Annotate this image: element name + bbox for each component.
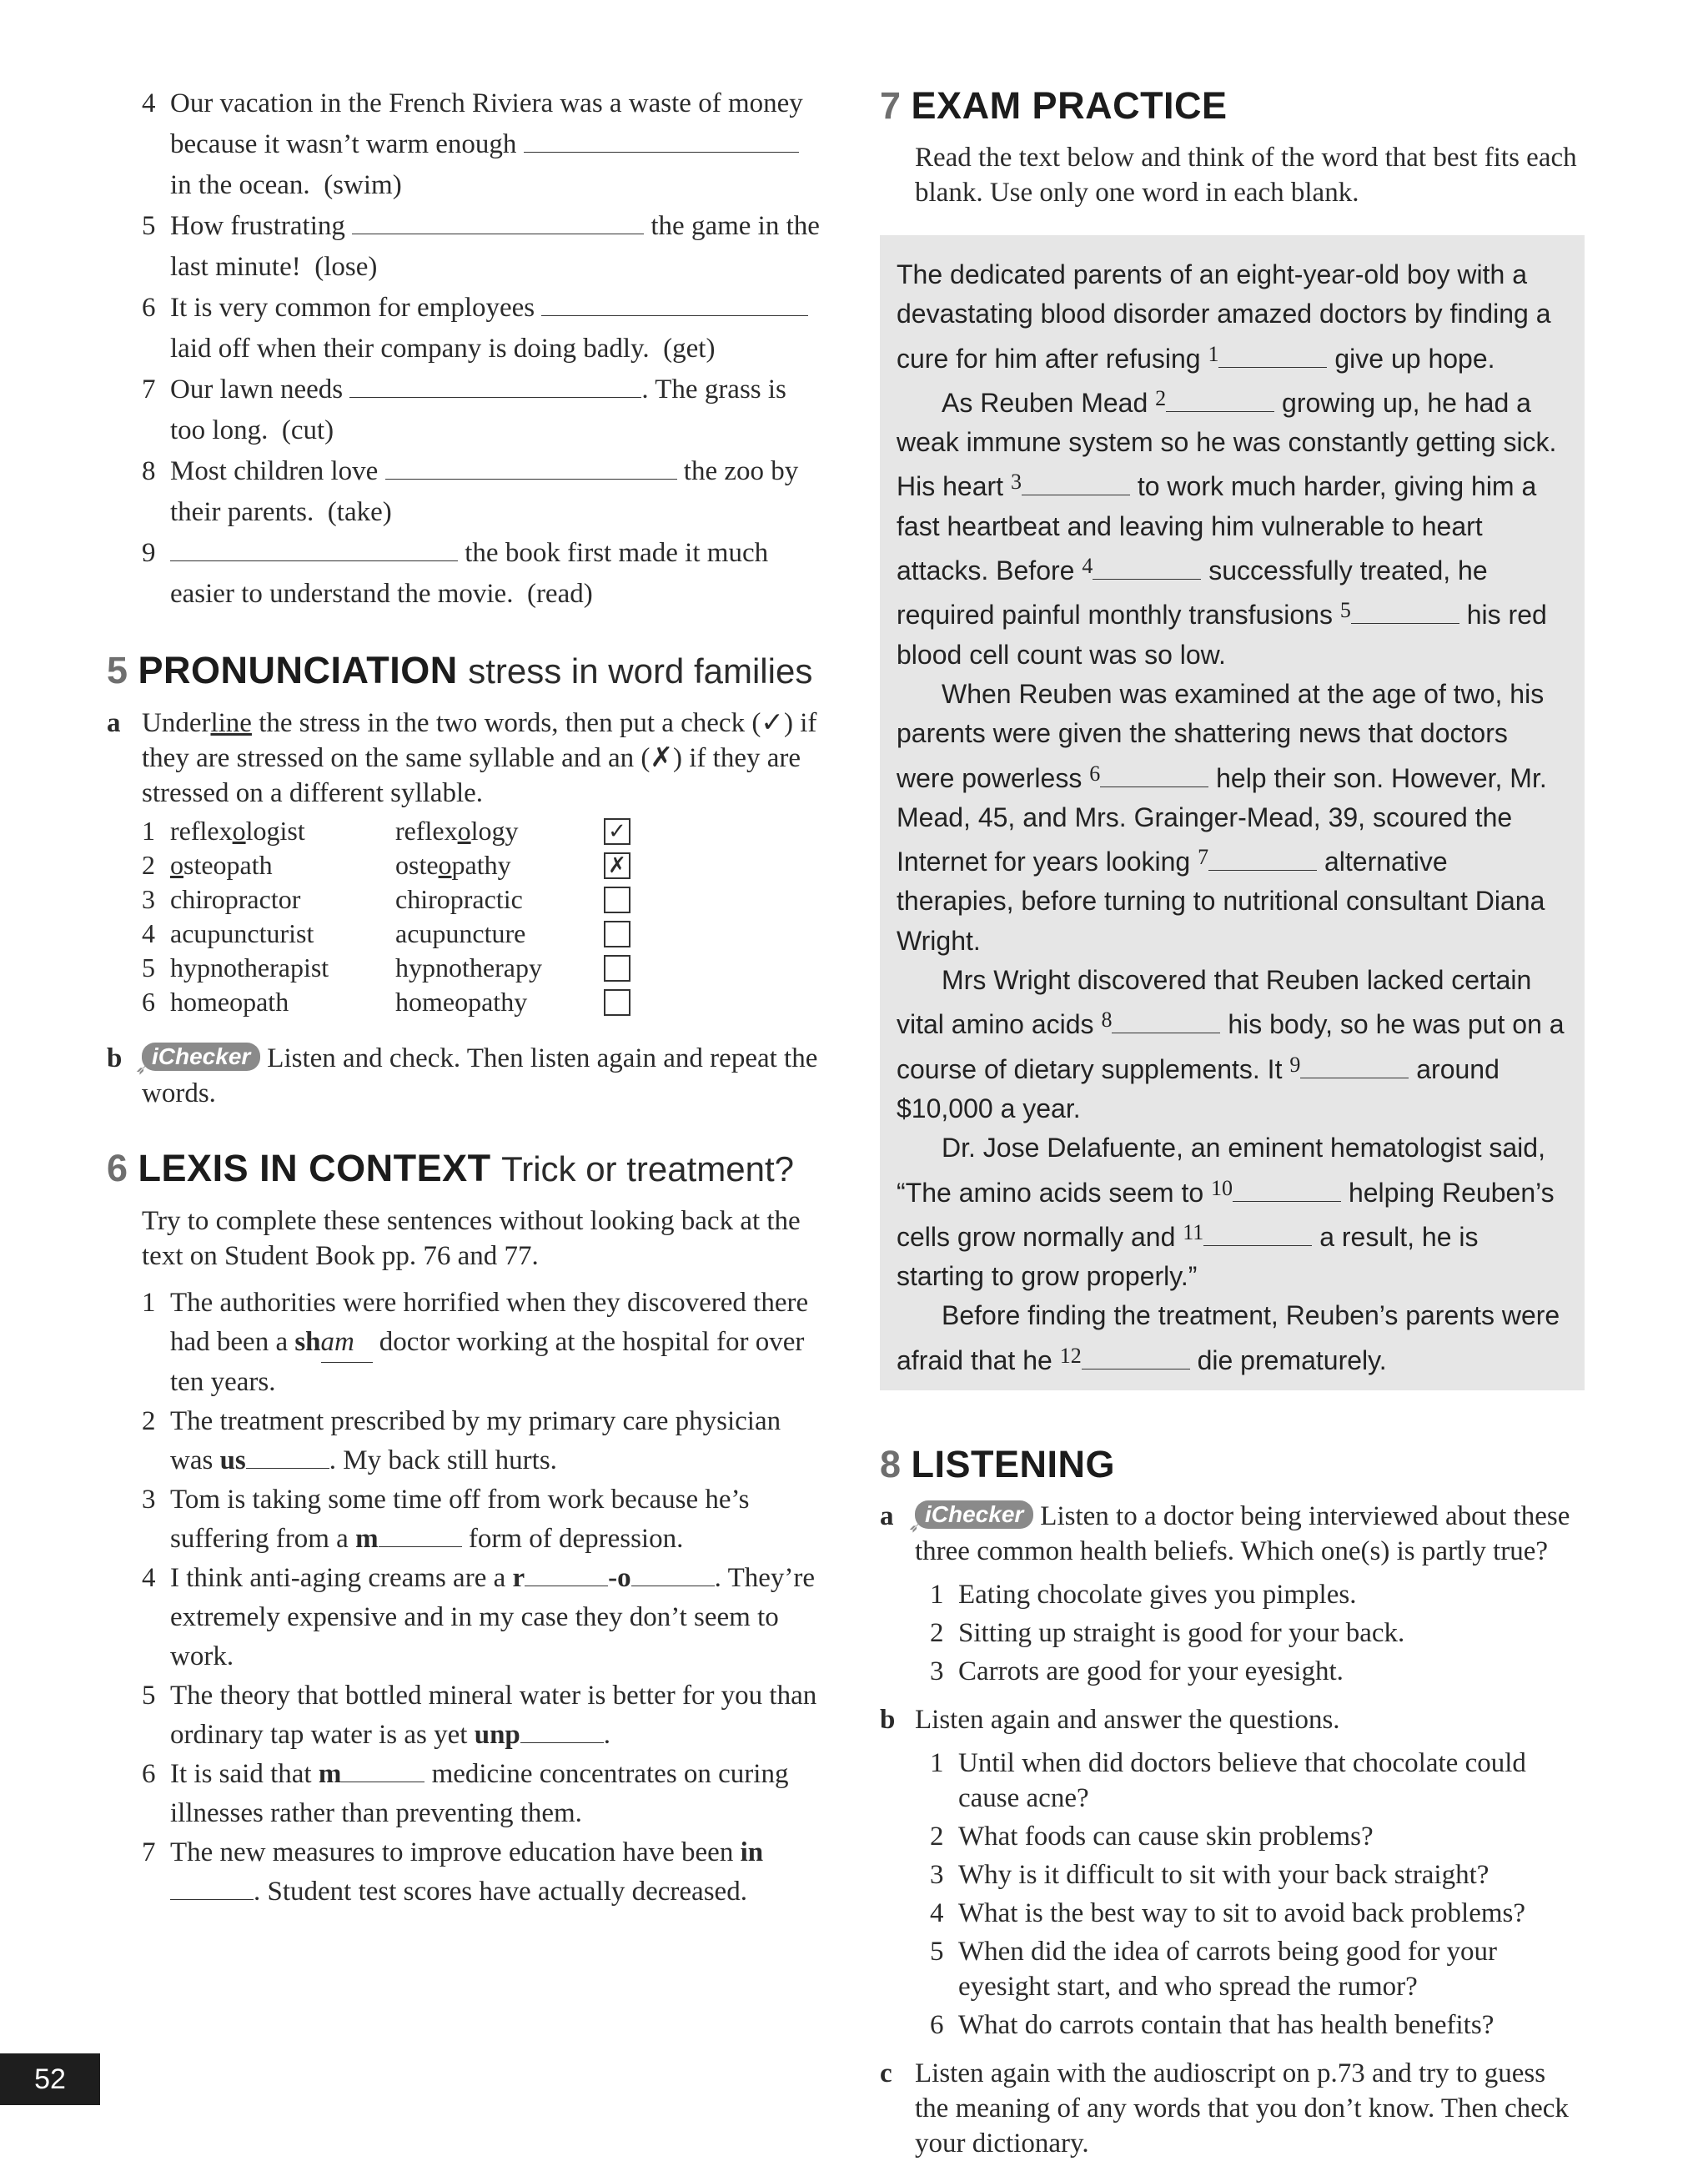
table-row: 6 homeopath homeopathy (142, 985, 824, 1019)
cursor-icon: ➶ (135, 1058, 151, 1078)
check-box[interactable]: ✗ (604, 852, 630, 879)
list-item: 4 What is the best way to sit to avoid back problems? (930, 1898, 1526, 1929)
table-row: 3 chiropractor chiropractic (142, 882, 824, 917)
section-exam-practice (880, 83, 1585, 1390)
check-box[interactable] (604, 887, 630, 913)
list-item: 4 I think anti-aging creams are a r -o . They’re extremely expensive and in my case they don’t seem to work. (142, 1563, 815, 1671)
instruction-a: a iChecker ➶ Listen to a doctor being interviewed about these three common health beliefs. Which one(s) is partly true? (880, 1501, 1570, 1567)
check-box[interactable] (604, 921, 630, 947)
answer-blank[interactable] (1166, 393, 1274, 412)
answer-blank[interactable] (631, 1564, 715, 1586)
list-item: 1 Until when did doctors believe that chocolate could cause acne? (930, 1748, 1526, 1814)
instruction-b: b iChecker ➶ Listen and check. Then listen again and repeat the words. (107, 1043, 818, 1108)
answer-blank[interactable] (1100, 768, 1208, 787)
answer-blank[interactable] (520, 1721, 604, 1743)
belief-list (930, 1576, 1585, 1691)
question-list (930, 1746, 1585, 2043)
answer-blank[interactable] (524, 130, 799, 153)
section-pronunciation (107, 648, 824, 1111)
section-heading: 7 EXAM PRACTICE (880, 84, 1228, 127)
answer-blank[interactable] (385, 457, 677, 480)
answer-blank[interactable] (1203, 1227, 1312, 1246)
list-item: 7 Our lawn needs . The grass is too long. (cut) (142, 374, 786, 445)
exam-text-box (880, 235, 1585, 1390)
section-listening (880, 1442, 1585, 2161)
pronunciation-table (142, 814, 824, 1019)
instruction-b: b Listen again and answer the questions. (880, 1705, 1340, 1736)
cursor-icon: ➶ (908, 1515, 924, 1537)
list-item: 2 What foods can cause skin problems? (930, 1822, 1374, 1852)
section-heading: 6 LEXIS IN CONTEXT Trick or treatment? (107, 1147, 794, 1189)
answer-blank[interactable] (525, 1564, 608, 1586)
list-item: 5 When did the idea of carrots being good for your eyesight start, and who spread the rumor? (930, 1937, 1498, 2003)
list-item: 1 Eating chocolate gives you pimples. (930, 1580, 1357, 1611)
answer-blank[interactable] (1022, 476, 1130, 495)
list-item: 2 The treatment prescribed by my primary care physician was us . My back still hurts. (142, 1406, 781, 1475)
right-column (880, 83, 1585, 2161)
list-item: 6 What do carrots contain that has health benefits? (930, 2010, 1494, 2041)
exercise-items-continued (142, 83, 824, 615)
answer-blank[interactable] (246, 1446, 329, 1469)
paragraph: Mrs Wright discovered that Reuben lacked certain vital amino acids $^8$ his body, so he was put on a course of dietary supplements. It $^9$ around $10,000 a year. (897, 965, 1565, 1123)
answer-blank[interactable] (1093, 560, 1201, 580)
list-item: 3 Tom is taking some time off from work because he’s suffering from a m form of depression. (142, 1485, 750, 1554)
paragraph: Dr. Jose Delafuente, an eminent hematologist said, “The amino acids seem to $^{10}$ helping Reuben’s cells grow normally and $^{11}$ a result, he is starting to grow properly.” (897, 1133, 1555, 1292)
table-row: 2 osteopath osteopathy ✗ (142, 848, 824, 882)
answer-blank[interactable] (1208, 852, 1317, 871)
answer-blank[interactable] (170, 1877, 254, 1900)
check-box[interactable] (604, 955, 630, 982)
list-item: 6 It is said that m medicine concentrates on curing illnesses rather than preventing them. (142, 1759, 789, 1828)
answer-blank[interactable] (1300, 1059, 1409, 1078)
list-item: 5 How frustrating the game in the last minute! (lose) (142, 211, 820, 282)
instruction-c: c Listen again with the audioscript on p.73 and try to guess the meaning of any words that you don’t know. Then check your dictionary. (880, 2058, 1569, 2159)
section-heading: 8 LISTENING (880, 1443, 1116, 1486)
section-lexis (107, 1146, 824, 1912)
ichecker-badge[interactable]: iChecker ➶ (142, 1043, 260, 1071)
answer-blank[interactable] (170, 539, 458, 561)
lexis-items (142, 1284, 824, 1912)
page-number: 52 (0, 2053, 100, 2105)
paragraph: The dedicated parents of an eight-year-old boy with a devastating blood disorder amazed doctors by finding a cure for him after refusing $^1$ give up hope. (897, 259, 1551, 374)
list-item: 1 The authorities were horrified when they discovered there had been a sham doctor working at the hospital for over ten years. (142, 1288, 809, 1397)
paragraph: As Reuben Mead $^2$ growing up, he had a weak immune system so he was constantly getting sick. His heart $^3$ to work much harder, giving him a fast heartbeat and leaving him vulnerable to heart attacks. Before $^4$ successfully treated, he required painful monthly transfusions $^5$ his red blood cell count was so low. (897, 385, 1557, 670)
instruction-a: a Underline the stress in the two words, then put a check (✓) if they are stressed on the same syllable and an (✗) if they are stressed on a different syllable. (107, 708, 817, 808)
list-item: 4 Our vacation in the French Riviera was a waste of money because it wasn’t warm enough in the ocean. (swim) (142, 88, 803, 200)
paragraph: Before finding the treatment, Reuben’s parents were afraid that he $^{12}$ die prematurely. (897, 1300, 1560, 1375)
answer-blank[interactable] (352, 212, 644, 234)
check-box[interactable]: ✓ (604, 818, 630, 845)
ichecker-badge[interactable]: iChecker ➶ (915, 1500, 1033, 1529)
list-item: 3 Why is it difficult to sit with your back straight? (930, 1860, 1489, 1891)
left-column (107, 83, 824, 1912)
list-item: 5 The theory that bottled mineral water is better for you than ordinary tap water is as yet unp . (142, 1681, 817, 1750)
table-row: 5 hypnotherapist hypnotherapy (142, 951, 824, 985)
section-intro: Try to complete these sentences without looking back at the text on Student Book pp. 76 and 77. (142, 1206, 801, 1271)
answer-blank[interactable] (1082, 1350, 1190, 1369)
table-row: 4 acupuncturist acupuncture (142, 917, 824, 951)
answer-blank[interactable] (379, 1525, 462, 1547)
answer-blank[interactable] (1351, 605, 1459, 624)
list-item: 7 The new measures to improve education have been in. Student test scores have actually decreased. (142, 1837, 764, 1907)
answer-blank[interactable] (1233, 1183, 1341, 1202)
table-row: 1 reflexologist reflexology ✓ (142, 814, 824, 848)
paragraph: When Reuben was examined at the age of two, his parents were given the shattering news that doctors were powerless $^6$ help their son. However, Mr. Mead, 45, and Mrs. Grainger-Mead, 39, scoured the Internet for years looking $^7$ alternative therapies, before turning to nutritional consultant Diana Wright. (897, 678, 1547, 956)
list-item: 2 Sitting up straight is good for your back. (930, 1618, 1405, 1649)
answer-blank[interactable] (1218, 349, 1327, 368)
answer-blank[interactable] (541, 294, 808, 316)
list-item: 9 the book first made it much easier to understand the movie. (read) (142, 538, 769, 609)
answer-blank[interactable]: am (321, 1323, 373, 1363)
answer-blank[interactable] (341, 1760, 424, 1782)
list-item: 3 Carrots are good for your eyesight. (930, 1656, 1344, 1687)
answer-blank[interactable] (1112, 1014, 1220, 1033)
section-heading: 5 PRONUNCIATION stress in word families (107, 649, 813, 691)
check-box[interactable] (604, 989, 630, 1016)
section-intro: Read the text below and think of the word that best fits each blank. Use only one word in each blank. (915, 143, 1577, 208)
list-item: 6 It is very common for employees laid off when their company is doing badly. (get) (142, 288, 824, 369)
list-item: 8 Most children love the zoo by their parents. (take) (142, 456, 799, 527)
answer-blank[interactable] (349, 375, 641, 398)
